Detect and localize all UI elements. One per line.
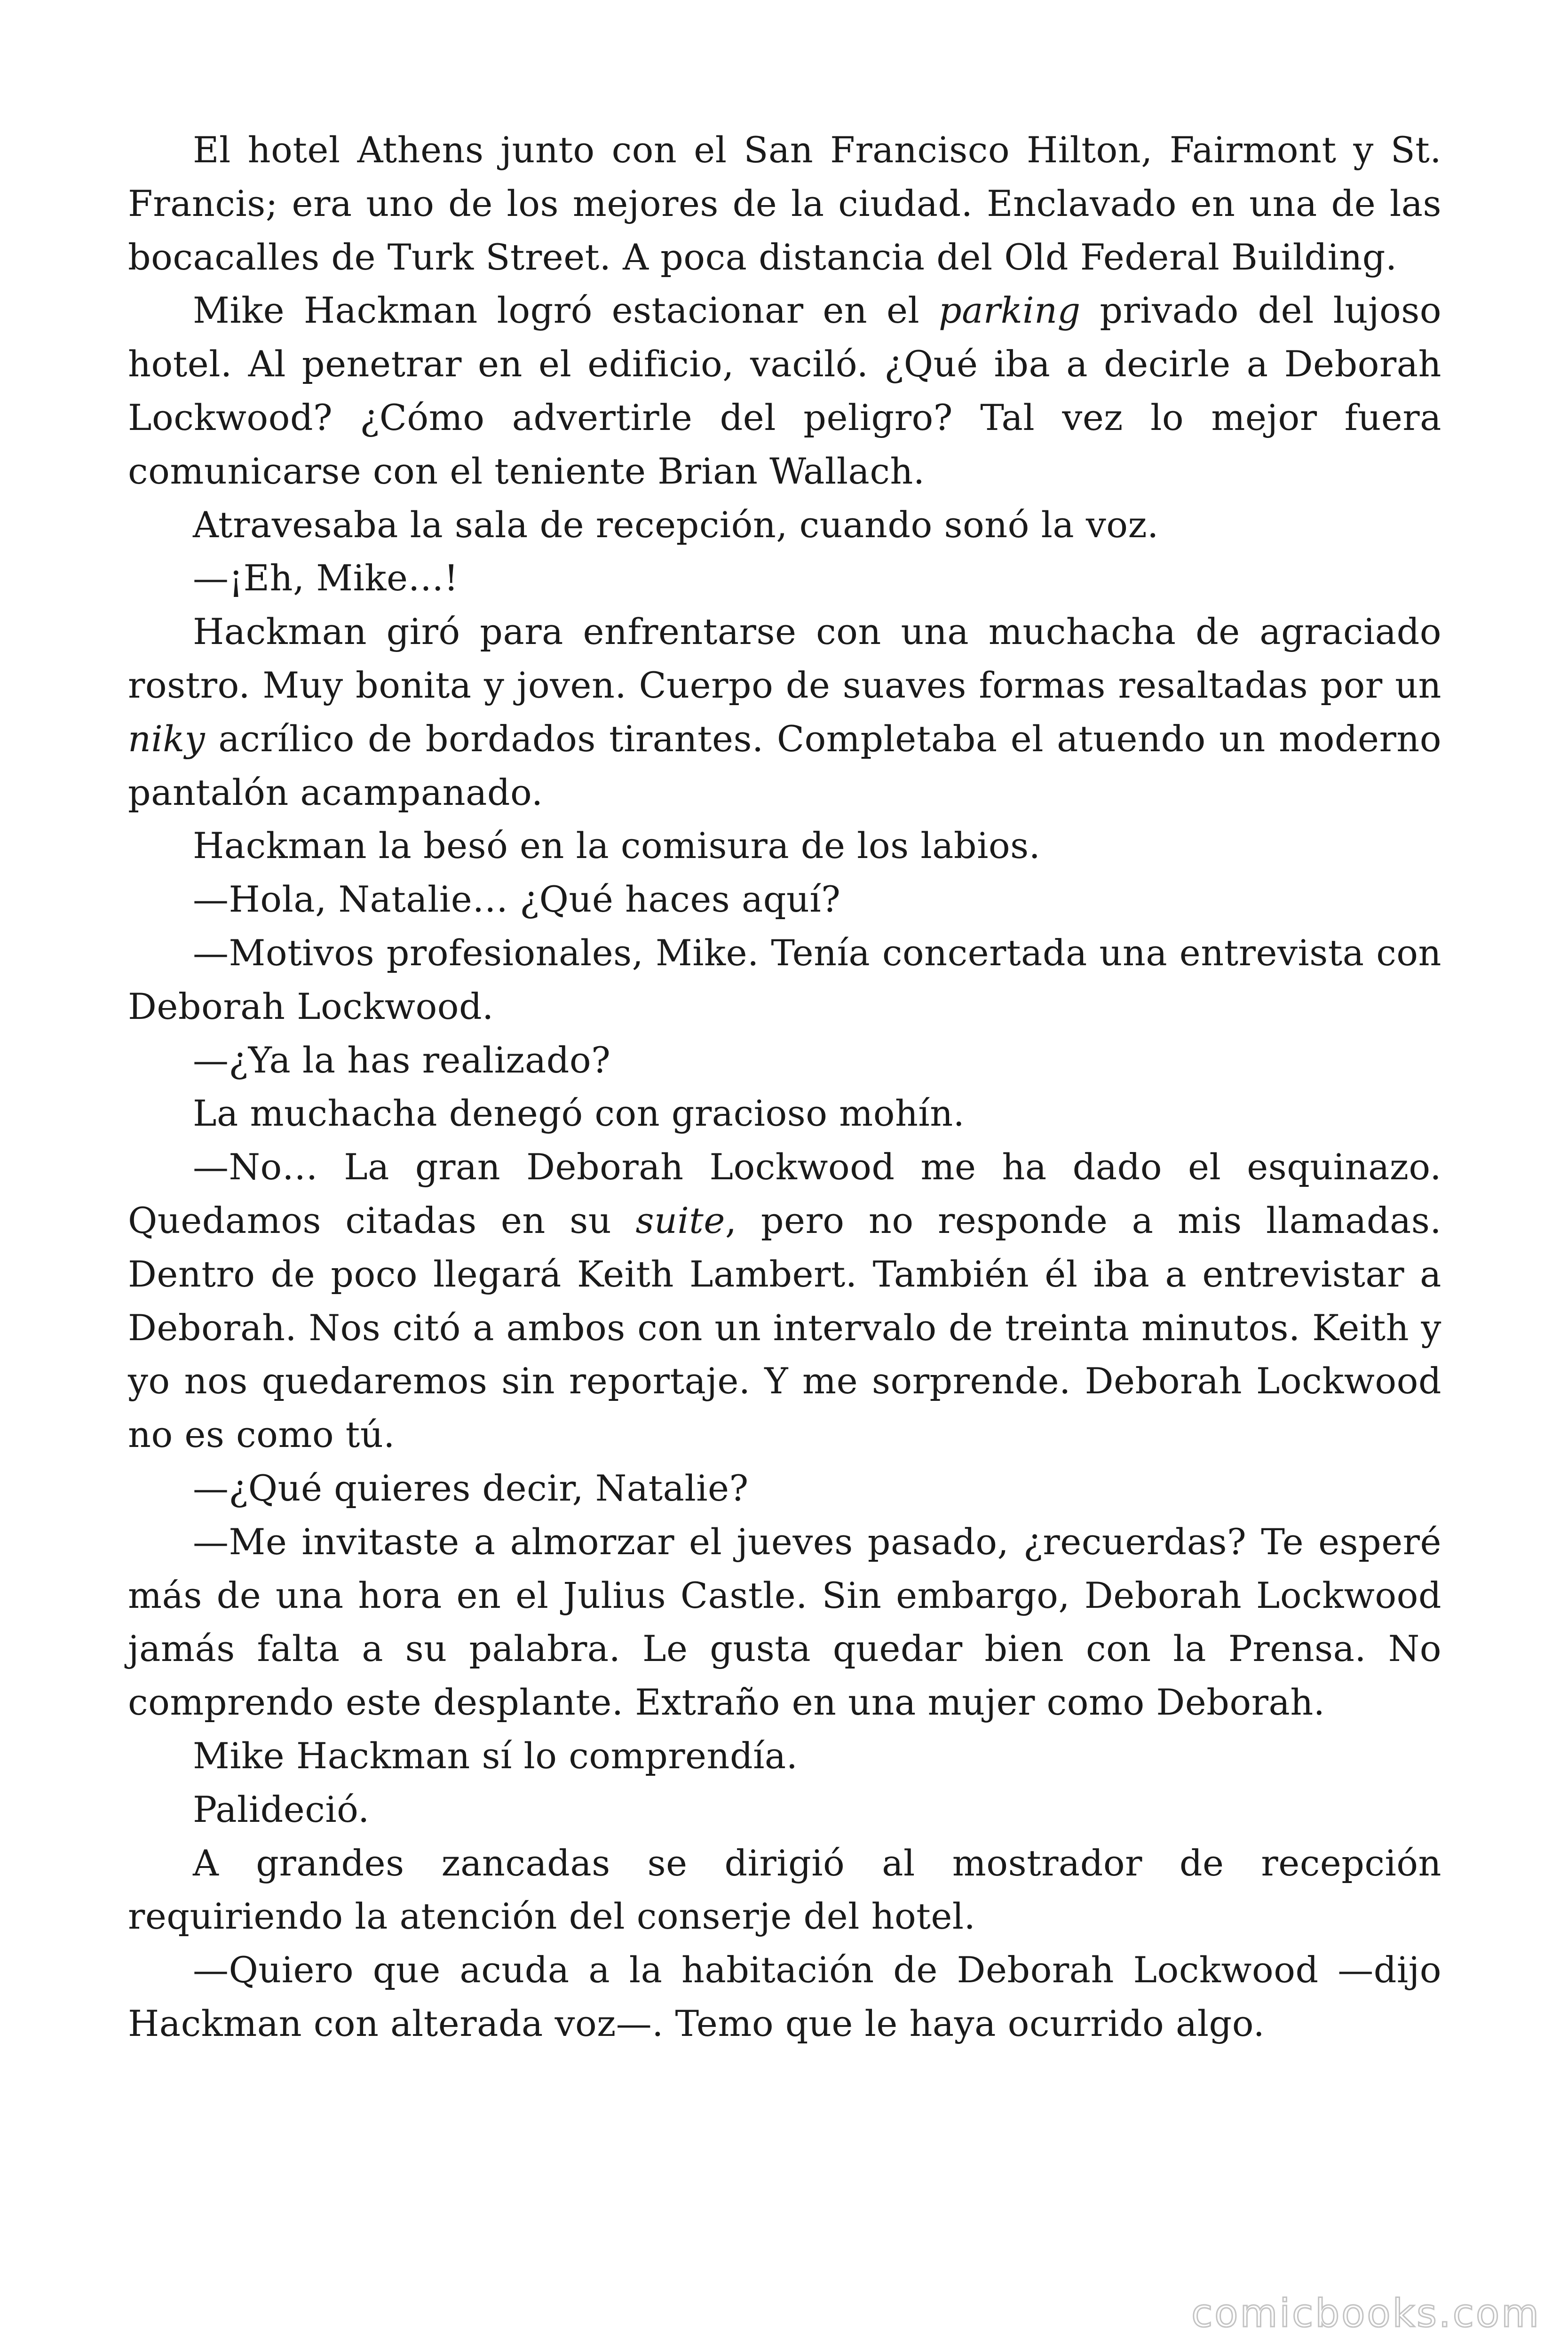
text-run: Atravesaba la sala de recepción, cuando sonó la voz. (193, 503, 1159, 546)
paragraph (128, 873, 1441, 926)
text-run: Palideció. (193, 1788, 370, 1830)
paragraph (128, 1836, 1441, 1944)
text-run: La muchacha denegó con gracioso mohín. (193, 1092, 965, 1135)
text-run: , pero no responde a mis llamadas. Dentro de poco llegará Keith Lambert. También él iba a entrevistar a Deborah. Nos citó a ambos con un intervalo de treinta minutos. Keith y yo nos quedaremos sin reportaje. Y me sorprende. Deborah Lockwood no es como tú. (128, 1199, 1441, 1456)
paragraph (128, 1087, 1441, 1140)
text-run: Hackman giró para enfrentarse con una muchacha de agraciado rostro. Muy bonita y joven. Cuerpo de suaves formas resaltadas por un (128, 611, 1441, 706)
text-run: A grandes zancadas se dirigió al mostrador de recepción requiriendo la atención del conserje del hotel. (128, 1842, 1441, 1938)
text-run: acrílico de bordados tirantes. Completaba el atuendo un moderno pantalón acampanado. (128, 717, 1441, 813)
paragraph (128, 498, 1441, 552)
paragraph (128, 1783, 1441, 1836)
paragraph (128, 1140, 1441, 1462)
text-run: Mike Hackman logró estacionar en el (193, 289, 939, 332)
text-run: —¿Ya la has realizado? (193, 1039, 611, 1081)
italic-run: niky (128, 717, 206, 760)
text-run: —No… La gran Deborah Lockwood me ha dado el esquinazo. Quedamos citadas en su (128, 1146, 1441, 1241)
paragraph (128, 551, 1441, 605)
text-run: privado del lujoso hotel. Al penetrar en el edificio, vaciló. ¿Qué iba a decirle a Deborah Lockwood? ¿Cómo advertirle del peligro? Tal vez lo mejor fuera comunicarse con el teniente Brian Wallach. (128, 289, 1441, 492)
paragraph (128, 605, 1441, 819)
paragraph (128, 1515, 1441, 1729)
text-run: —¡Eh, Mike…! (193, 557, 459, 599)
text-run: —Me invitaste a almorzar el jueves pasado, ¿recuerdas? Te esperé más de una hora en el Julius Castle. Sin embargo, Deborah Lockwood jamás falta a su palabra. Le gusta quedar bien con la Prensa. No comprendo este desplante. Extraño en una mujer como Deborah. (128, 1520, 1441, 1724)
paragraph (128, 284, 1441, 498)
paragraph (128, 1033, 1441, 1087)
text-run: —Quiero que acuda a la habitación de Deborah Lockwood —dijo Hackman con alterada voz—. Temo que le haya ocurrido algo. (128, 1949, 1441, 2044)
text-run: —Hola, Natalie… ¿Qué haces aquí? (193, 878, 841, 921)
italic-run: suite (635, 1199, 725, 1241)
text-run: —Motivos profesionales, Mike. Tenía concertada una entrevista con Deborah Lockwood. (128, 931, 1441, 1027)
paragraph (128, 819, 1441, 873)
paragraph (128, 123, 1441, 284)
paragraph (128, 926, 1441, 1033)
text-run: Mike Hackman sí lo comprendía. (193, 1734, 798, 1777)
paragraph (128, 1462, 1441, 1515)
italic-run: parking (938, 289, 1081, 332)
text-run: —¿Qué quieres decir, Natalie? (193, 1467, 749, 1509)
text-run: El hotel Athens junto con el San Francisco Hilton, Fairmont y St. Francis; era uno de los mejores de la ciudad. Enclavado en una de las bocacalles de Turk Street. A poca distancia del Old Federal Building. (128, 129, 1441, 278)
text-run: Hackman la besó en la comisura de los labios. (193, 825, 1041, 867)
watermark-logo: comicbooks.com (1191, 2291, 1541, 2336)
body-text (128, 123, 1441, 2050)
paragraph (128, 1943, 1441, 2050)
paragraph (128, 1729, 1441, 1783)
